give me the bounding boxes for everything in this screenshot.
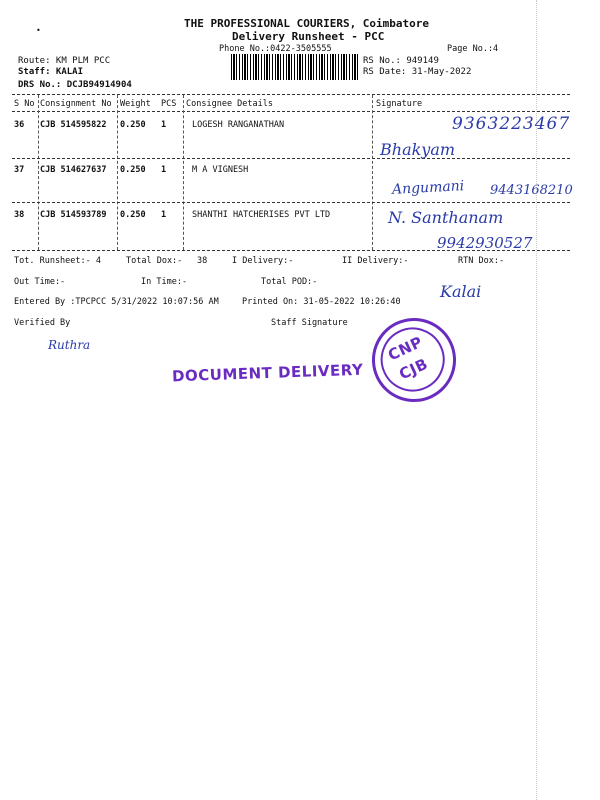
row-sno: 37: [14, 165, 25, 175]
row-consignee: M A VIGNESH: [192, 165, 249, 175]
entered-by: Entered By :TPCPCC 5/31/2022 10:07:56 AM: [14, 297, 219, 307]
handwritten-signature: Angumani: [391, 178, 465, 198]
out-time: Out Time:-: [14, 277, 66, 287]
row-pcs: 1: [161, 210, 167, 220]
col-divider: [38, 95, 39, 250]
ii-delivery: II Delivery:-: [342, 256, 409, 266]
page-number: Page No.:4: [447, 44, 499, 54]
rtn-dox: RTN Dox:-: [458, 256, 505, 266]
row-rule: [12, 202, 570, 203]
staff: Staff: KALAI: [18, 67, 84, 77]
total-pod: Total POD:-: [261, 277, 318, 287]
staff-handwritten-signature: Kalai: [440, 282, 482, 301]
corner-mark: •: [36, 26, 41, 35]
phone-number: Phone No.:0422-3505555: [219, 44, 332, 54]
col-divider: [183, 95, 184, 250]
printed-on: Printed On: 31-05-2022 10:26:40: [242, 297, 401, 307]
rs-number: RS No.: 949149: [363, 56, 439, 66]
in-time: In Time:-: [141, 277, 188, 287]
row-weight: 0.250: [120, 165, 146, 175]
barcode: [231, 54, 359, 80]
seal-bottom-text: CJB: [396, 354, 431, 384]
cnp-seal: [358, 304, 470, 416]
company-title: THE PROFESSIONAL COURIERS, Coimbatore: [184, 17, 430, 30]
row-rule: [12, 158, 570, 159]
col-signature: Signature: [376, 99, 423, 109]
col-consignment: Consignment No: [40, 99, 112, 109]
seal-top-text: CNP: [385, 332, 426, 365]
tot-runsheet: Tot. Runsheet:- 4: [14, 256, 101, 266]
col-divider: [117, 95, 118, 250]
handwritten-phone: 9363223467: [452, 114, 571, 134]
row-consignment: CJB 514627637: [40, 165, 107, 175]
verified-handwritten-signature: Ruthra: [48, 338, 91, 352]
total-dox-label: Total Dox:-: [126, 256, 183, 266]
row-consignee: SHANTHI HATCHERISES PVT LTD: [192, 210, 331, 220]
handwritten-signature: Bhakyam: [380, 140, 456, 159]
row-sno: 38: [14, 210, 25, 220]
row-weight: 0.250: [120, 120, 146, 130]
table-top-rule: [12, 94, 570, 95]
i-delivery: I Delivery:-: [232, 256, 294, 266]
row-consignment: CJB 514595822: [40, 120, 107, 130]
rs-date: RS Date: 31-May-2022: [363, 67, 472, 77]
verified-by: Verified By: [14, 318, 71, 328]
col-sno: S No: [14, 99, 35, 109]
row-consignment: CJB 514593789: [40, 210, 107, 220]
row-pcs: 1: [161, 165, 167, 175]
handwritten-phone: 9443168210: [490, 183, 573, 198]
staff-signature: Staff Signature: [271, 318, 348, 328]
row-weight: 0.250: [120, 210, 146, 220]
row-pcs: 1: [161, 120, 167, 130]
table-header-rule: [12, 111, 570, 112]
total-dox-value: 38: [197, 256, 208, 266]
handwritten-signature: N. Santhanam: [388, 208, 504, 227]
route: Route: KM PLM PCC: [18, 56, 111, 66]
document-delivery-stamp: DOCUMENT DELIVERY: [171, 360, 364, 386]
row-sno: 36: [14, 120, 25, 130]
col-consignee: Consignee Details: [186, 99, 273, 109]
runsheet-subtitle: Delivery Runsheet - PCC: [232, 30, 385, 43]
col-divider: [372, 95, 373, 250]
col-pcs: PCS: [161, 99, 177, 109]
row-consignee: LOGESH RANGANATHAN: [192, 120, 285, 130]
col-weight: Weight: [120, 99, 151, 109]
handwritten-phone: 9942930527: [437, 234, 533, 252]
drs-number: DRS No.: DCJB94914904: [18, 80, 132, 90]
